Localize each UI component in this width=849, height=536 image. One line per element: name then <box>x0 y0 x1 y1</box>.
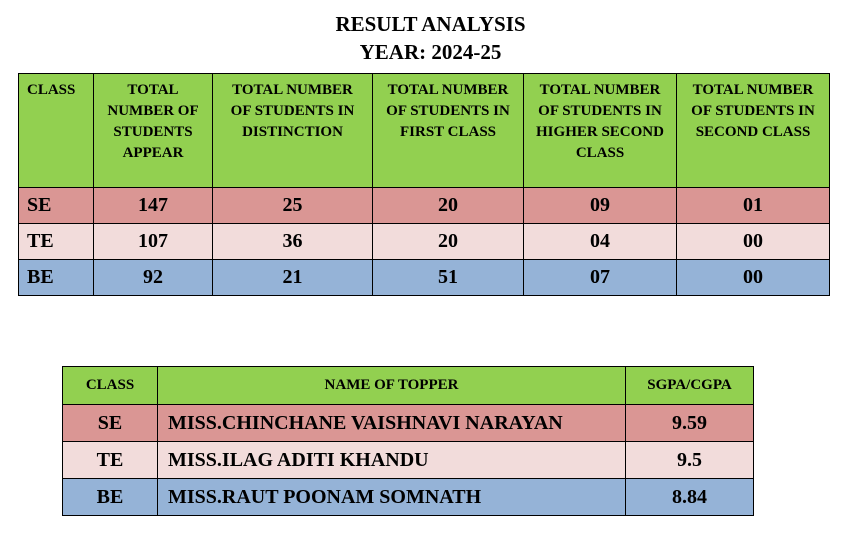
distinction-count: 25 <box>213 188 373 224</box>
second-class-count: 00 <box>677 260 830 296</box>
column-header-class: CLASS <box>63 367 158 405</box>
column-header-first-class <box>373 74 524 188</box>
appear-count: 107 <box>94 224 213 260</box>
column-header-appear <box>94 74 213 188</box>
table-row-se <box>19 188 830 224</box>
column-header-label: TOTAL NUMBER OF STUDENTS APPEAR <box>107 82 199 161</box>
first-class-count: 20 <box>373 188 524 224</box>
distinction-count: 36 <box>213 224 373 260</box>
topper-score: 8.84 <box>626 479 754 516</box>
second-class-count: 01 <box>677 188 830 224</box>
class-cell: TE <box>19 224 94 260</box>
column-header-second-class <box>677 74 830 188</box>
result-analysis-table <box>18 73 830 296</box>
column-header-distinction <box>213 74 373 188</box>
topper-name: MISS.RAUT POONAM SOMNATH <box>158 479 626 516</box>
table-header-row <box>63 367 754 405</box>
page-title: RESULT ANALYSIS <box>335 12 526 36</box>
column-header-label: TOTAL NUMBER OF STUDENTS IN DISTINCTION <box>230 82 355 140</box>
higher-second-class-count: 04 <box>524 224 677 260</box>
class-cell: SE <box>19 188 94 224</box>
topper-score: 9.59 <box>626 405 754 442</box>
table-header-row <box>19 74 830 188</box>
column-header-label: TOTAL NUMBER OF STUDENTS IN FIRST CLASS <box>386 82 510 140</box>
column-header-topper-name: NAME OF TOPPER <box>158 367 626 405</box>
year-subtitle: YEAR: 2024-25 <box>359 40 502 64</box>
higher-second-class-count: 07 <box>524 260 677 296</box>
second-class-count: 00 <box>677 224 830 260</box>
column-header-class: CLASS <box>19 74 94 188</box>
column-header-sgpa-cgpa: SGPA/CGPA <box>626 367 754 405</box>
class-cell: TE <box>63 442 158 479</box>
table-row-te <box>63 442 754 479</box>
appear-count: 92 <box>94 260 213 296</box>
topper-name: MISS.CHINCHANE VAISHNAVI NARAYAN <box>158 405 626 442</box>
higher-second-class-count: 09 <box>524 188 677 224</box>
table-row-se <box>63 405 754 442</box>
appear-count: 147 <box>94 188 213 224</box>
topper-score: 9.5 <box>626 442 754 479</box>
distinction-count: 21 <box>213 260 373 296</box>
class-cell: BE <box>63 479 158 516</box>
table-row-be <box>19 260 830 296</box>
class-cell: BE <box>19 260 94 296</box>
class-cell: SE <box>63 405 158 442</box>
table-row-be <box>63 479 754 516</box>
column-header-label: TOTAL NUMBER OF STUDENTS IN HIGHER SECOND CLASS <box>536 82 664 161</box>
column-header-higher-second-class <box>524 74 677 188</box>
topper-name: MISS.ILAG ADITI KHANDU <box>158 442 626 479</box>
first-class-count: 51 <box>373 260 524 296</box>
column-header-label: TOTAL NUMBER OF STUDENTS IN SECOND CLASS <box>691 82 815 140</box>
table-row-te <box>19 224 830 260</box>
topper-table <box>62 366 754 516</box>
first-class-count: 20 <box>373 224 524 260</box>
